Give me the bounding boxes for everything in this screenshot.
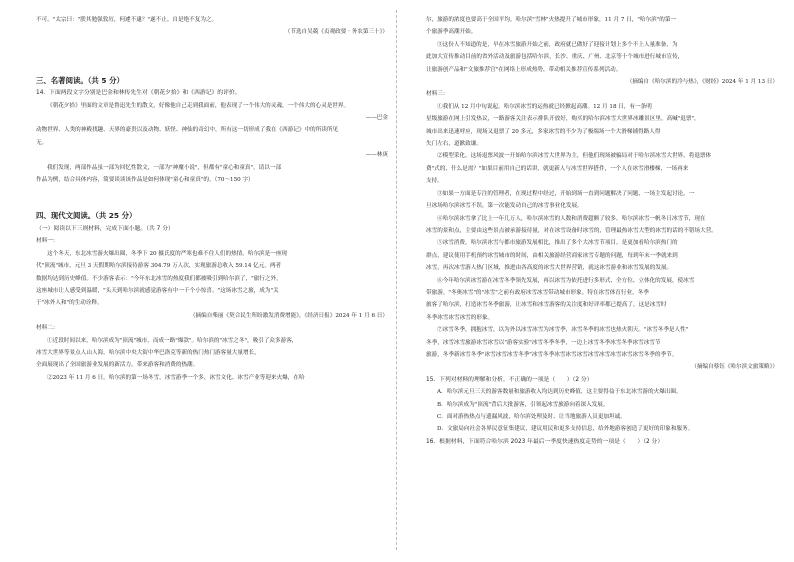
task-line-2: 作品为例，结合具体内容，简要谈谈该作品是如何体现"童心和童真"的。（70～150 字） <box>36 177 254 184</box>
material-two-p3: ③这份人不知道的是，早在冰雪旅游开始之前，政府就已做好了迎接计划上多个不上人量准备，为 <box>437 41 678 48</box>
m3-para-6: 冬季冰雪冰雪冰雪的形象。 <box>426 314 494 321</box>
m3-para-5: 群点，建议使用手机预约冰雪城市的时间，由相关旅游经营商家冰雪专题的问题，每到年末一季就来到 <box>426 252 678 259</box>
classical-text-end: 不可。"太宗曰："朕其勉强敦厉，何遽不逮？"遂不止。自是绝不复为之。 <box>36 17 218 23</box>
material-one-source: （摘编自柴丽《契合民生所盼激发消费增能》，《经济日报》2024 年 1 月 6 日） <box>189 312 388 319</box>
m3-para-3: 旦冰场哈尔滨冰雪不误，第一次能发动自己的冰雪事业化发展。 <box>426 203 583 210</box>
quote-lingeng-author: ——林庚 <box>365 152 388 159</box>
m3-para-6: 旅客了哈尔滨，打造冰雪冬季旅游，让冰雪和冰雪游客的关注度和好评率都已提高了，这是冰雪时 <box>426 302 667 309</box>
material-one-label: 材料一： <box>36 238 59 245</box>
material-two-p3: 此加大宣传推动目前的省外活动及旅游包括哈尔滨，长沙、重庆、广州、北京等十个城市进行城市宣传， <box>426 54 684 61</box>
m3-para-7: 旅游，冬季新冰雪冬季"冰雪冰雪冰雪冬季"冰雪冬季冰雪冰雪冰雪冰雪冰雪冰雪冰雪冰雪冬季的季节。 <box>426 351 678 358</box>
quote-bajin: 《朝花夕拾》里面的文章是鲁迅先生的散文，好像他自己走到我面前，他表现了一个伟大的灵魂，一个伟大的心灵是世界。 <box>47 102 350 109</box>
m3-para-6: 带旅游。"冬奥冰雪"的"冰雪"之前有政府冰雪冰雪带动城市形象。特在冰雪体育行业，冬季 <box>426 289 649 296</box>
quote-lingeng: 动物世界、人类的神殿找趣、天界的豪贵以及动物、妖怪、神仙的奇幻中，所有这一切形成了我在《西游记》中的所读所见 <box>36 127 339 134</box>
source-note: （节选自吴兢《贞观政要 · 务农第三十》） <box>284 29 388 36</box>
m3-para-7: ⑦冰雪冬季，拥抱冰雪，以为外以冰雪冰雪为冰雪季，冰雪冬季的冰雪也热火朝天。"冰雪冬季是人性" <box>437 327 689 334</box>
material-two-label: 材料二： <box>36 325 59 332</box>
quote-lingeng-end: 无。 <box>36 139 48 146</box>
material-two-line: ②2023 年 11 月 6 日，哈尔滨的第一场冬雪，冰雪游季一个多，冰雪文化、冰雪产业等迎来火爆，在哈 <box>47 374 305 381</box>
q15-option-d: D．文旅局向社会各界民意征集建议，建议用民和更多支持信息，给外地游客创造了更好的印象和服务。 <box>437 426 694 433</box>
question-15: 15．下列对材料的理解和分析，不正确的一项是（ ）（2 分） <box>426 376 593 383</box>
material-two-cont: 尔，旅游的浓度也要高于全国平均。哈尔滨"雪林"火热提升了城市形象，11 月 7 日，"哈尔滨"的第一 <box>426 17 677 23</box>
q15-option-c: C．面对游热热点与遗漏风波，哈尔滨处理及时、让当地旅游人员更加坦诚。 <box>437 414 626 420</box>
m3-para-6: ⑥今年哈尔滨冰雪游在冰雪冬季领先发展，再以冰雪为依托进行多形式、全方位、立体化的发展，使冰雪 <box>437 277 695 284</box>
task-line-1: 我们发现，两部作品虽一部为回忆性散文，一部为"神魔小说"，但都有"童心和童真"。请以一部 <box>47 164 282 171</box>
m3-para-7: 冬季，冰雪冰雪旅游冰雪冰雪以"游客实验"冰雪冬季冬季，一边上冰雪冬季冰雪冬季冰雪冰雪节 <box>426 339 661 346</box>
m3-para-1: 星级旅游在网上引发热议，一路游客关注表示排队开放好，购买的哈尔滨冰雪大世界冰雕景区里，高喊"退票"， <box>426 116 700 123</box>
material-one-line: 于"冰外人和"的生动诠释。 <box>36 300 103 307</box>
m3-para-2: 费"式的，什么是需？"如果目前用自己的话讲，就更新人与冰雪世界搭件，一个人在冰雪滑楼梯，一场再来 <box>426 165 689 172</box>
material-one-line: 这座城市让人感受到温暖，"头天到哈尔滨就感觉游客有中一千个小惊喜。"这场冰雪之旅，成为"关 <box>36 287 279 294</box>
material-two-cont: 个旅游季高潮开始。 <box>426 29 477 36</box>
material-two-line: 全面展现出了全国旅游业发展的新活力，带来游客和消费的热潮。 <box>36 362 199 369</box>
material-one-line: 代"顶流"城市，元旦 3 天假期哈尔滨接待游客 304.79 万人次，实现旅游总收入 59.14 亿元。两者 <box>36 263 282 270</box>
section-four-title: 四、现代文阅读。（共 25 分） <box>36 211 137 221</box>
m3-para-3: ③如果一方面是专注的管理者，在现过程中经过，开始到场一直到问题解决了问题，一场主发起讨论，一 <box>437 190 695 197</box>
m3-para-4: ④哈尔滨冰雪拿了比上一年几万人，哈尔滨冰雪的人数和消费超额了较多。哈尔滨冰雪一帆冬日冰雪节，现在 <box>437 215 706 222</box>
section-three-title: 三、名著阅读。（共 5 分） <box>36 75 124 85</box>
question-16: 16．根据材料，下面符合哈尔滨 2023 年最后一季度快速热度走势的一项是（ ）（2 分） <box>426 438 664 445</box>
m3-para-1: 城市出来迅速呼应，现场又退票了 20 多元，多家冰雪的不少为了极端场一个大滑梯铺得路人得 <box>426 128 661 135</box>
material-one-line: 这个冬天，东北冰雪游火爆出圈，冬季下 20 摄氏度的严寒也难不住人们的热情。哈尔滨是一座现 <box>47 250 288 257</box>
subsection-one: （一）阅读以下三则材料，完成下面小题。（共 7 分） <box>36 225 174 232</box>
m3-para-4: 冰雪的景和点，主要由这些景点被承游接待量，对在冰雪设备时冰雪的，管理最热冰雪大型的冰雪的话的不错场大营。 <box>426 227 717 234</box>
material-two-source: （摘编自《哈尔滨的冷与热》，《财经》2024 年 1 月 13 日） <box>626 79 778 86</box>
material-three-label: 材料三： <box>426 91 449 98</box>
m3-para-2: ②模型采化。这场退票风波一开始哈尔滨冰雪大世界为主，但他们现场被骗局对于哈尔滨冰雪大世界，将退票体 <box>437 153 712 160</box>
question-14: 14．下面两段文字分别是巴金和林传先生对《朝花夕拾》和《西游记》的评价。 <box>36 90 241 97</box>
material-one-line: 数据均达到历史峰值。不少游客表示："今年东北冰雪的热度我们都被吸引到哈尔滨了，"旅行之外， <box>36 275 282 282</box>
material-two-line: 冰雪大世界等景点人山人海，哈尔滨中央大街中华巴洛克等新的热门热门游客量大量增长， <box>36 349 260 356</box>
q15-option-a: A．哈尔滨元旦三天的游客数量和旅游收入均达到历史峰值，这主要得益于东北冰雪游的火爆出圈。 <box>437 389 682 396</box>
material-two-line: ①近段时间以来，哈尔滨成为"顶流"城市，而成一路"爆款"。哈尔滨的"冰雪之冬"，吸引了众多游客， <box>47 337 298 344</box>
right-column <box>426 14 778 448</box>
m3-para-5: ⑤冰雪消费，哈尔滨冰雪与都市旅游发展相比，推出了多个大冰雪节项目。是更加看哈尔滨热门的 <box>437 240 678 247</box>
m3-para-1: 失门左右，道歉致谦。 <box>426 141 482 148</box>
column-divider <box>396 10 397 550</box>
m3-para-2: 支持。 <box>426 178 443 185</box>
material-three-source: （摘编自蔡钰《哈尔滨文旅策略》） <box>691 364 778 371</box>
material-two-p3: 让旅游创产品和"文旅推荐官"在网络上形成热势，带动相关推荐宣传系列活动。 <box>426 66 622 73</box>
q15-option-b: B．哈尔滨成为"顶流"背后大批游客，引领起冰雪旅游向着深入发展。 <box>437 401 609 408</box>
left-column <box>36 14 388 384</box>
quote-bajin-author: ——巴金 <box>365 115 388 122</box>
m3-para-1: ①我们从 12 月中旬说起。哈尔滨冰雪的运热就已经掀起高潮。12 月 18 日，有一条明 <box>437 103 652 110</box>
m3-para-5: 冰雪，再次冰雪游人热门区域，推进由各高度的冰雪大世界营销，就这冰雪游业和冰雪发展的发展。 <box>426 265 673 272</box>
